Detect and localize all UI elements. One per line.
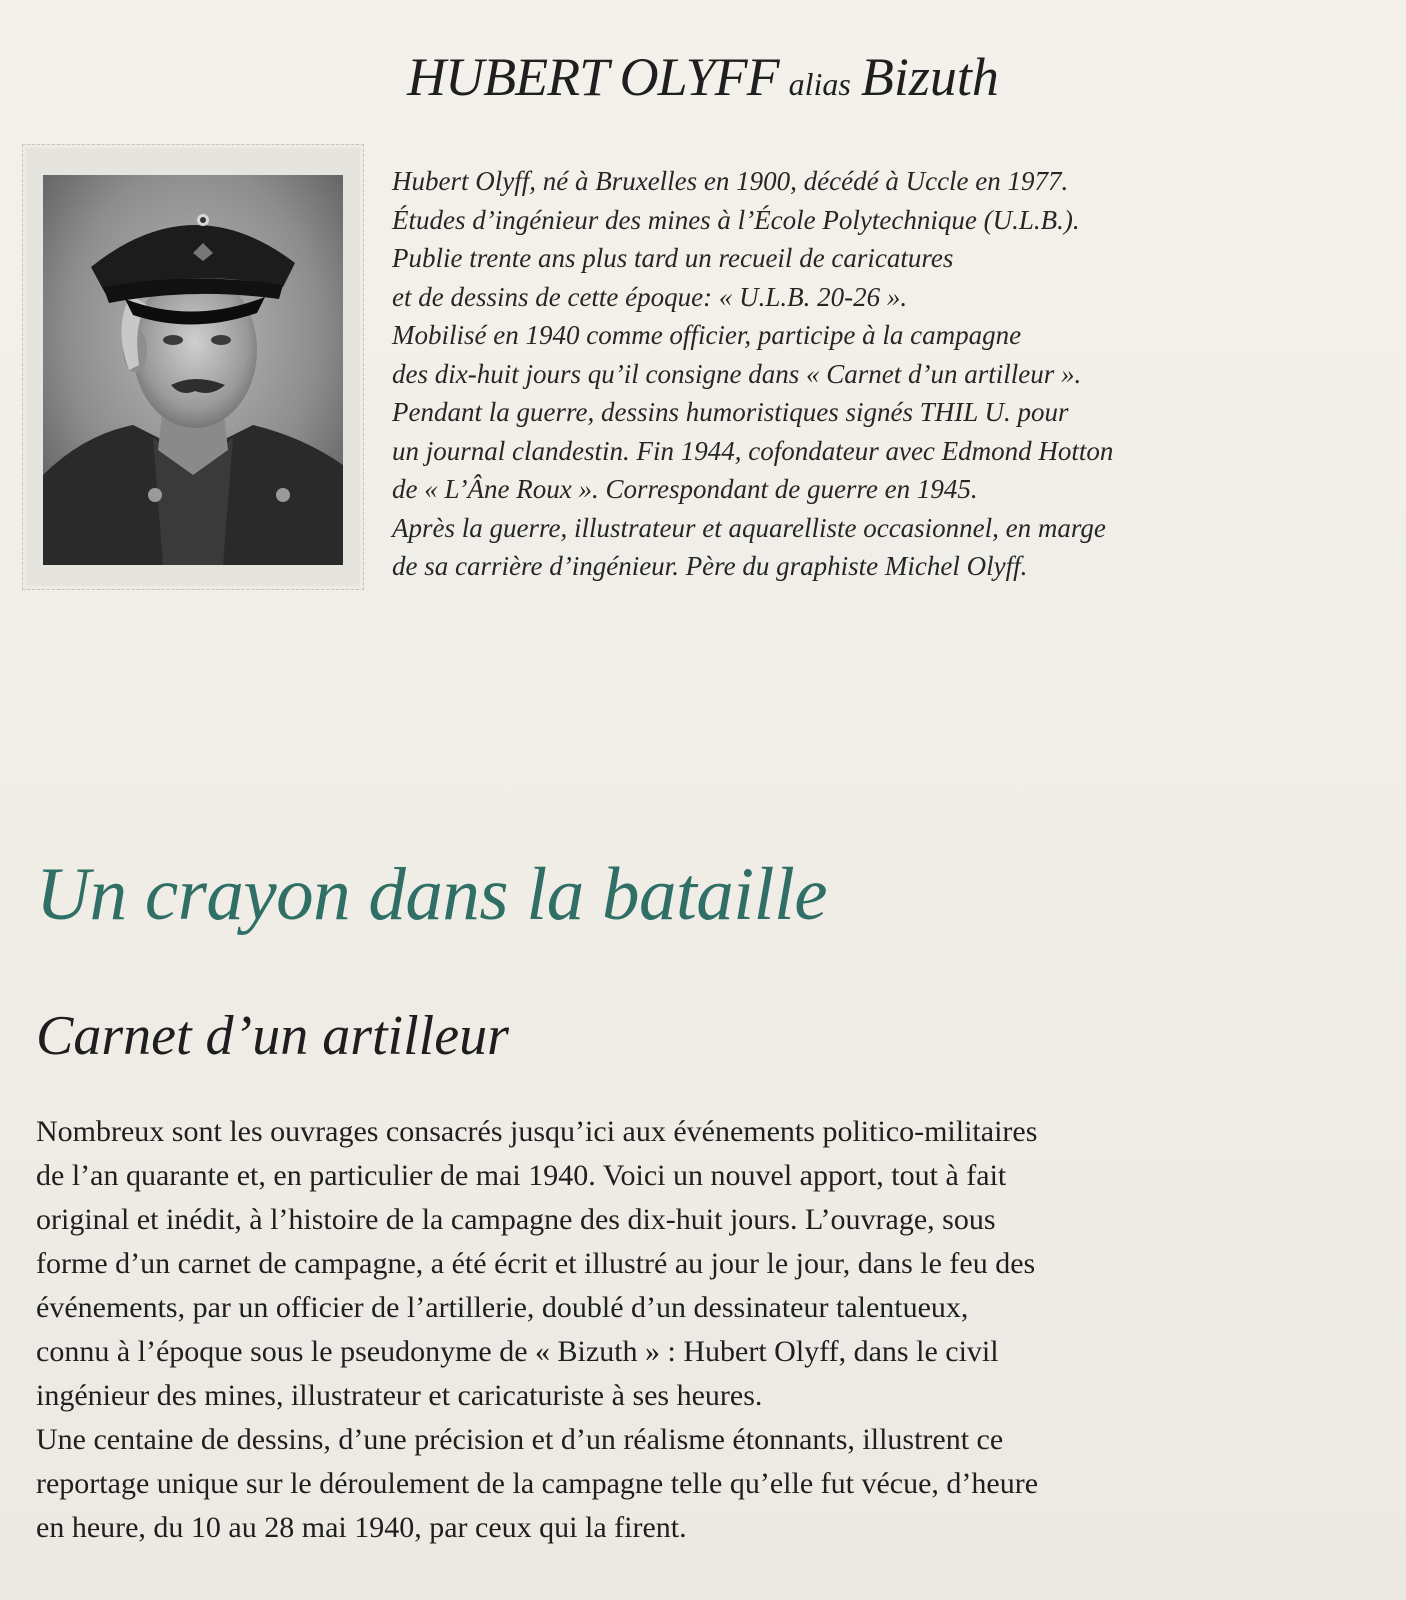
subsection-title: Carnet d’un artilleur	[36, 1005, 509, 1067]
body-line: événements, par un officier de l’artillerie, doublé d’un dessinateur talentueux,	[36, 1291, 969, 1324]
portrait-illustration	[43, 175, 343, 565]
body-line: en heure, du 10 au 28 mai 1940, par ceux qui la firent.	[36, 1511, 687, 1544]
bio-line: Hubert Olyff, né à Bruxelles en 1900, décédé à Uccle en 1977.	[392, 166, 1069, 196]
portrait-photo-frame	[22, 144, 364, 590]
bio-line: et de dessins de cette époque: « U.L.B. 20-26 ».	[392, 281, 908, 312]
section-title: Un crayon dans la bataille	[36, 853, 828, 936]
header-name: HUBERT OLYFF	[407, 47, 779, 107]
page-header	[0, 46, 1406, 108]
bio-line: Mobilisé en 1940 comme officier, participe à la campagne	[392, 320, 1022, 350]
bio-line: Après la guerre, illustrateur et aquarelliste occasionnel, en marge	[392, 512, 1106, 543]
bio-line: Études d’ingénieur des mines à l’École Polytechnique (U.L.B.).	[392, 204, 1080, 235]
bio-line: un journal clandestin. Fin 1944, cofondateur avec Edmond Hotton	[392, 435, 1114, 466]
body-line: Nombreux sont les ouvrages consacrés jusqu’ici aux événements politico-militaires	[36, 1115, 1038, 1148]
bio-line: Publie trente ans plus tard un recueil de caricatures	[392, 243, 954, 273]
header-pseudonym: Bizuth	[860, 47, 999, 107]
bio-line: des dix-huit jours qu’il consigne dans « Carnet d’un artilleur ».	[392, 358, 1082, 389]
header-alias-word: alias	[788, 66, 851, 102]
body-line: original et inédit, à l’histoire de la campagne des dix-huit jours. L’ouvrage, sous	[36, 1203, 996, 1236]
body-paragraph	[36, 1110, 1366, 1550]
bio-line: Pendant la guerre, dessins humoristiques signés THIL U. pour	[392, 397, 1069, 427]
body-line: ingénieur des mines, illustrateur et caricaturiste à ses heures.	[36, 1379, 763, 1412]
biography-text	[392, 162, 1292, 586]
body-line: forme d’un carnet de campagne, a été écrit et illustré au jour le jour, dans le feu des	[36, 1247, 1036, 1280]
bio-line: de sa carrière d’ingénieur. Père du graphiste Michel Olyff.	[392, 551, 1028, 581]
body-line: Une centaine de dessins, d’une précision et d’un réalisme étonnants, illustrent ce	[36, 1423, 1004, 1456]
body-line: de l’an quarante et, en particulier de mai 1940. Voici un nouvel apport, tout à fait	[36, 1159, 1007, 1192]
body-line: reportage unique sur le déroulement de la campagne telle qu’elle fut vécue, d’heure	[36, 1467, 1039, 1500]
bio-line: de « L’Âne Roux ». Correspondant de guerre en 1945.	[392, 474, 978, 504]
portrait-photo	[43, 175, 343, 565]
body-line: connu à l’époque sous le pseudonyme de « Bizuth » : Hubert Olyff, dans le civil	[36, 1335, 999, 1368]
